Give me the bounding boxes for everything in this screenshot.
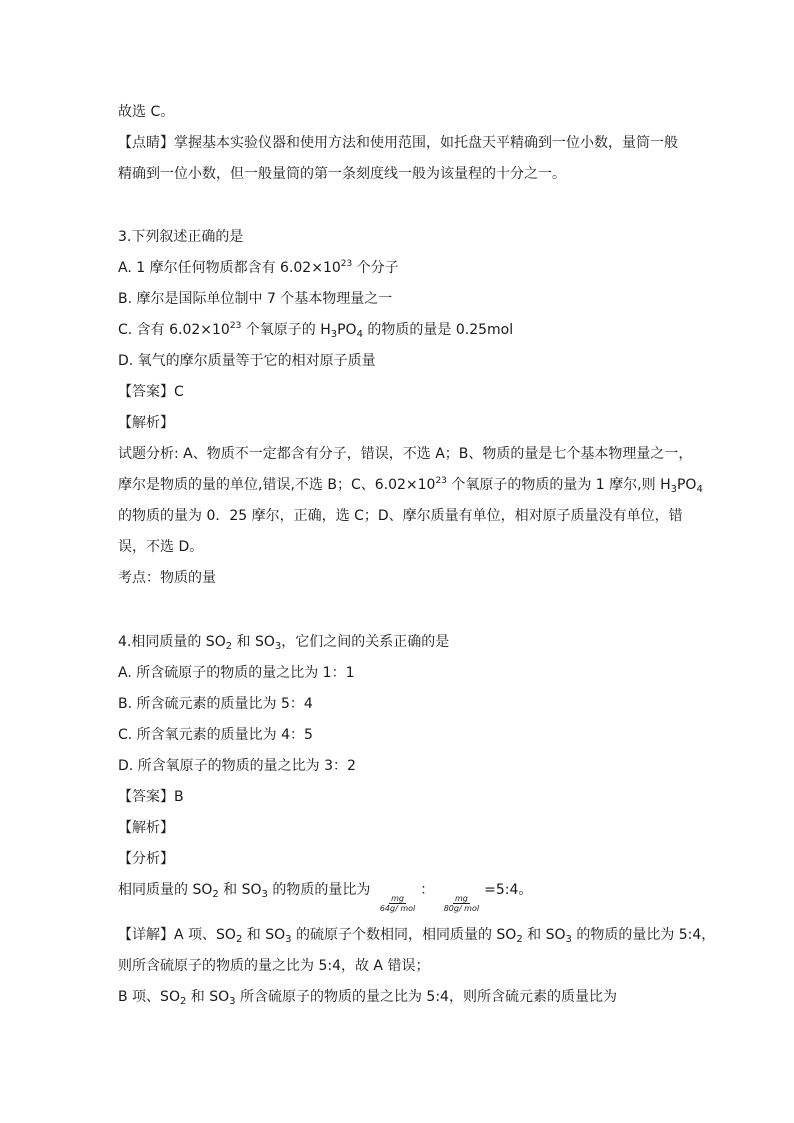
question-3-explanation-3: 的物质的量为 0．25 摩尔，正确，选 C；D、摩尔质量有单位，相对原子质量没有单位，错 xyxy=(118,508,683,524)
question-3-explanation-1: 试题分析: A、物质不一定都含有分子，错误，不选 A；B、物质的量是七个基本物理量之一， xyxy=(118,446,693,462)
tip-line-1: 【点睛】掌握基本实验仪器和使用方法和使用范围，如托盘天平精确到一位小数，量筒一般 xyxy=(118,135,678,151)
question-4-detail-1: 【详解】A 项、$SO_2$ 和 $SO_3$ 的硫原子个数相同，相同质量的 $SO_2$ 和 $SO_3$ 的物质的量比为 5:4， xyxy=(118,927,716,945)
fraction-mass-over-80: $\frac{mg}{\text{80g/ mol}}$ xyxy=(443,894,480,913)
question-3-option-b: B. 摩尔是国际单位制中 7 个基本物理量之一 xyxy=(118,291,393,307)
question-3-option-a: A. 1 摩尔任何物质都含有 $6.02\times 10^{23}$ 个分子 xyxy=(118,259,399,276)
question-3-explanation-2: 摩尔是物质的量的单位,错误,不选 B；C、$6.02\times 10^{23}$ 个氧原子的物质的量为 1 摩尔,则 $H_3PO_4$ xyxy=(118,476,703,495)
question-4-option-c: C. 所含氧元素的质量比为 4：5 xyxy=(118,727,313,743)
question-3-answer: 【答案】C xyxy=(118,384,184,400)
question-4-detail-2: 则所含硫原子的物质的量之比为 5:4，故 A 错误； xyxy=(118,958,430,974)
question-4-fenxi-line: 相同质量的 $SO_2$ 和 $SO_3$ 的物质的量比为 $\frac{mg}{\text{64g/ mol}}$ ： $\frac{mg}{\text{80g/ mol}}$ =5:4。 xyxy=(118,882,533,913)
question-4-analysis-heading: 【解析】 xyxy=(118,820,174,836)
question-4-option-d: D. 所含氧原子的物质的量之比为 3：2 xyxy=(118,758,356,774)
question-4-fenxi-heading: 【分析】 xyxy=(118,851,174,867)
question-3-analysis-heading: 【解析】 xyxy=(118,415,174,431)
question-3-option-c: C. 含有 $6.02\times 10^{23}$ 个氧原子的 $H_3PO_4$ 的物质的量是 0.25mol xyxy=(118,321,514,340)
question-3-option-d: D. 氧气的摩尔质量等于它的相对原子质量 xyxy=(118,353,376,369)
question-4-answer: 【答案】B xyxy=(118,789,184,805)
question-4-stem: 4.相同质量的 $SO_2$ 和 $SO_3$，它们之间的关系正确的是 xyxy=(118,634,450,652)
question-4-option-b: B. 所含硫元素的质量比为 5：4 xyxy=(118,696,313,712)
question-4-detail-3: B 项、$SO_2$ 和 $SO_3$ 所含硫原子的物质的量之比为 5:4，则所含硫元素的质量比为 xyxy=(118,989,617,1007)
conclusion-line: 故选 C。 xyxy=(118,104,175,120)
tip-line-2: 精确到一位小数，但一般量筒的第一条刻度线一般为该量程的十分之一。 xyxy=(118,166,566,182)
question-4-option-a: A. 所含硫原子的物质的量之比为 1：1 xyxy=(118,665,355,681)
question-3-explanation-4: 误，不选 D。 xyxy=(118,539,204,555)
question-3-stem: 3.下列叙述正确的是 xyxy=(118,229,244,245)
question-3-topic: 考点：物质的量 xyxy=(118,570,216,586)
fraction-mass-over-64: $\frac{mg}{\text{64g/ mol}}$ xyxy=(379,894,416,913)
